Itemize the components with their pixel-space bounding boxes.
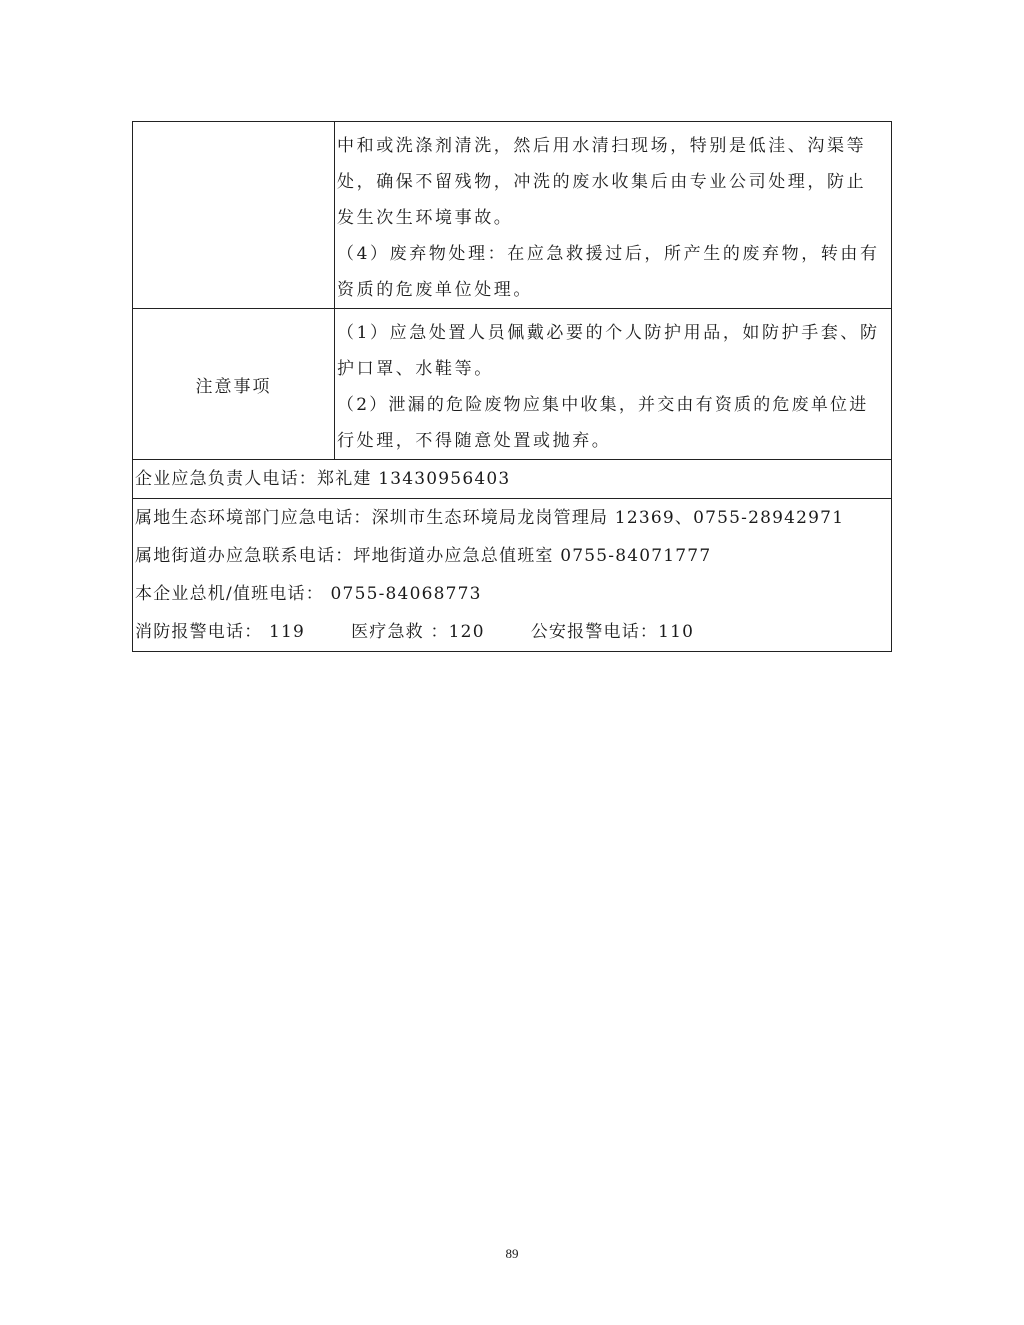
content-line: 资质的危废单位处理。 <box>337 280 533 300</box>
table-row <box>133 460 892 499</box>
public-emergency-numbers <box>133 613 891 651</box>
enterprise-contact-line: 企业应急负责人电话：郑礼建 13430956403 <box>135 469 511 489</box>
street-office-contact: 属地街道办应急联系电话：坪地街道办应急总值班室 0755-84071777 <box>135 546 712 566</box>
content-line: （1）应急处置人员佩戴必要的个人防护用品，如防护手套、防 <box>337 323 880 343</box>
company-switchboard-contact: 本企业总机/值班电话： 0755-84068773 <box>135 584 482 604</box>
table-row <box>133 499 892 652</box>
content-line: 发生次生环境事故。 <box>337 208 514 228</box>
medical-emergency-number: 医疗急救 ：120 <box>351 622 485 642</box>
fire-alarm-number: 消防报警电话： 119 <box>135 622 306 642</box>
env-dept-contact: 属地生态环境部门应急电话：深圳市生态环境局龙岗管理局 12369、0755-28942971 <box>135 508 845 528</box>
row-label-empty <box>133 122 335 309</box>
table-row <box>133 122 892 309</box>
content-line: 护口罩、水鞋等。 <box>337 359 494 379</box>
enterprise-contact-cell <box>133 460 892 499</box>
waste-handling-cell <box>335 122 892 309</box>
precautions-label: 注意事项 <box>133 309 335 460</box>
content-line: 处，确保不留残物，冲洗的废水收集后由专业公司处理，防止 <box>337 172 867 192</box>
content-line: 行处理，不得随意处置或抛弃。 <box>337 431 612 451</box>
content-line: （2）泄漏的危险废物应集中收集，并交由有资质的危废单位进 <box>337 395 869 415</box>
emergency-contacts-cell <box>133 499 892 652</box>
police-alarm-number: 公安报警电话：110 <box>530 622 695 642</box>
table-row <box>133 309 892 460</box>
content-line: （4）废弃物处理：在应急救援过后，所产生的废弃物，转由有 <box>337 244 880 264</box>
emergency-measures-table <box>132 121 892 652</box>
precautions-cell <box>335 309 892 460</box>
page-number: 89 <box>505 1246 519 1261</box>
content-line: 中和或洗涤剂清洗，然后用水清扫现场，特别是低洼、沟渠等 <box>337 136 867 156</box>
